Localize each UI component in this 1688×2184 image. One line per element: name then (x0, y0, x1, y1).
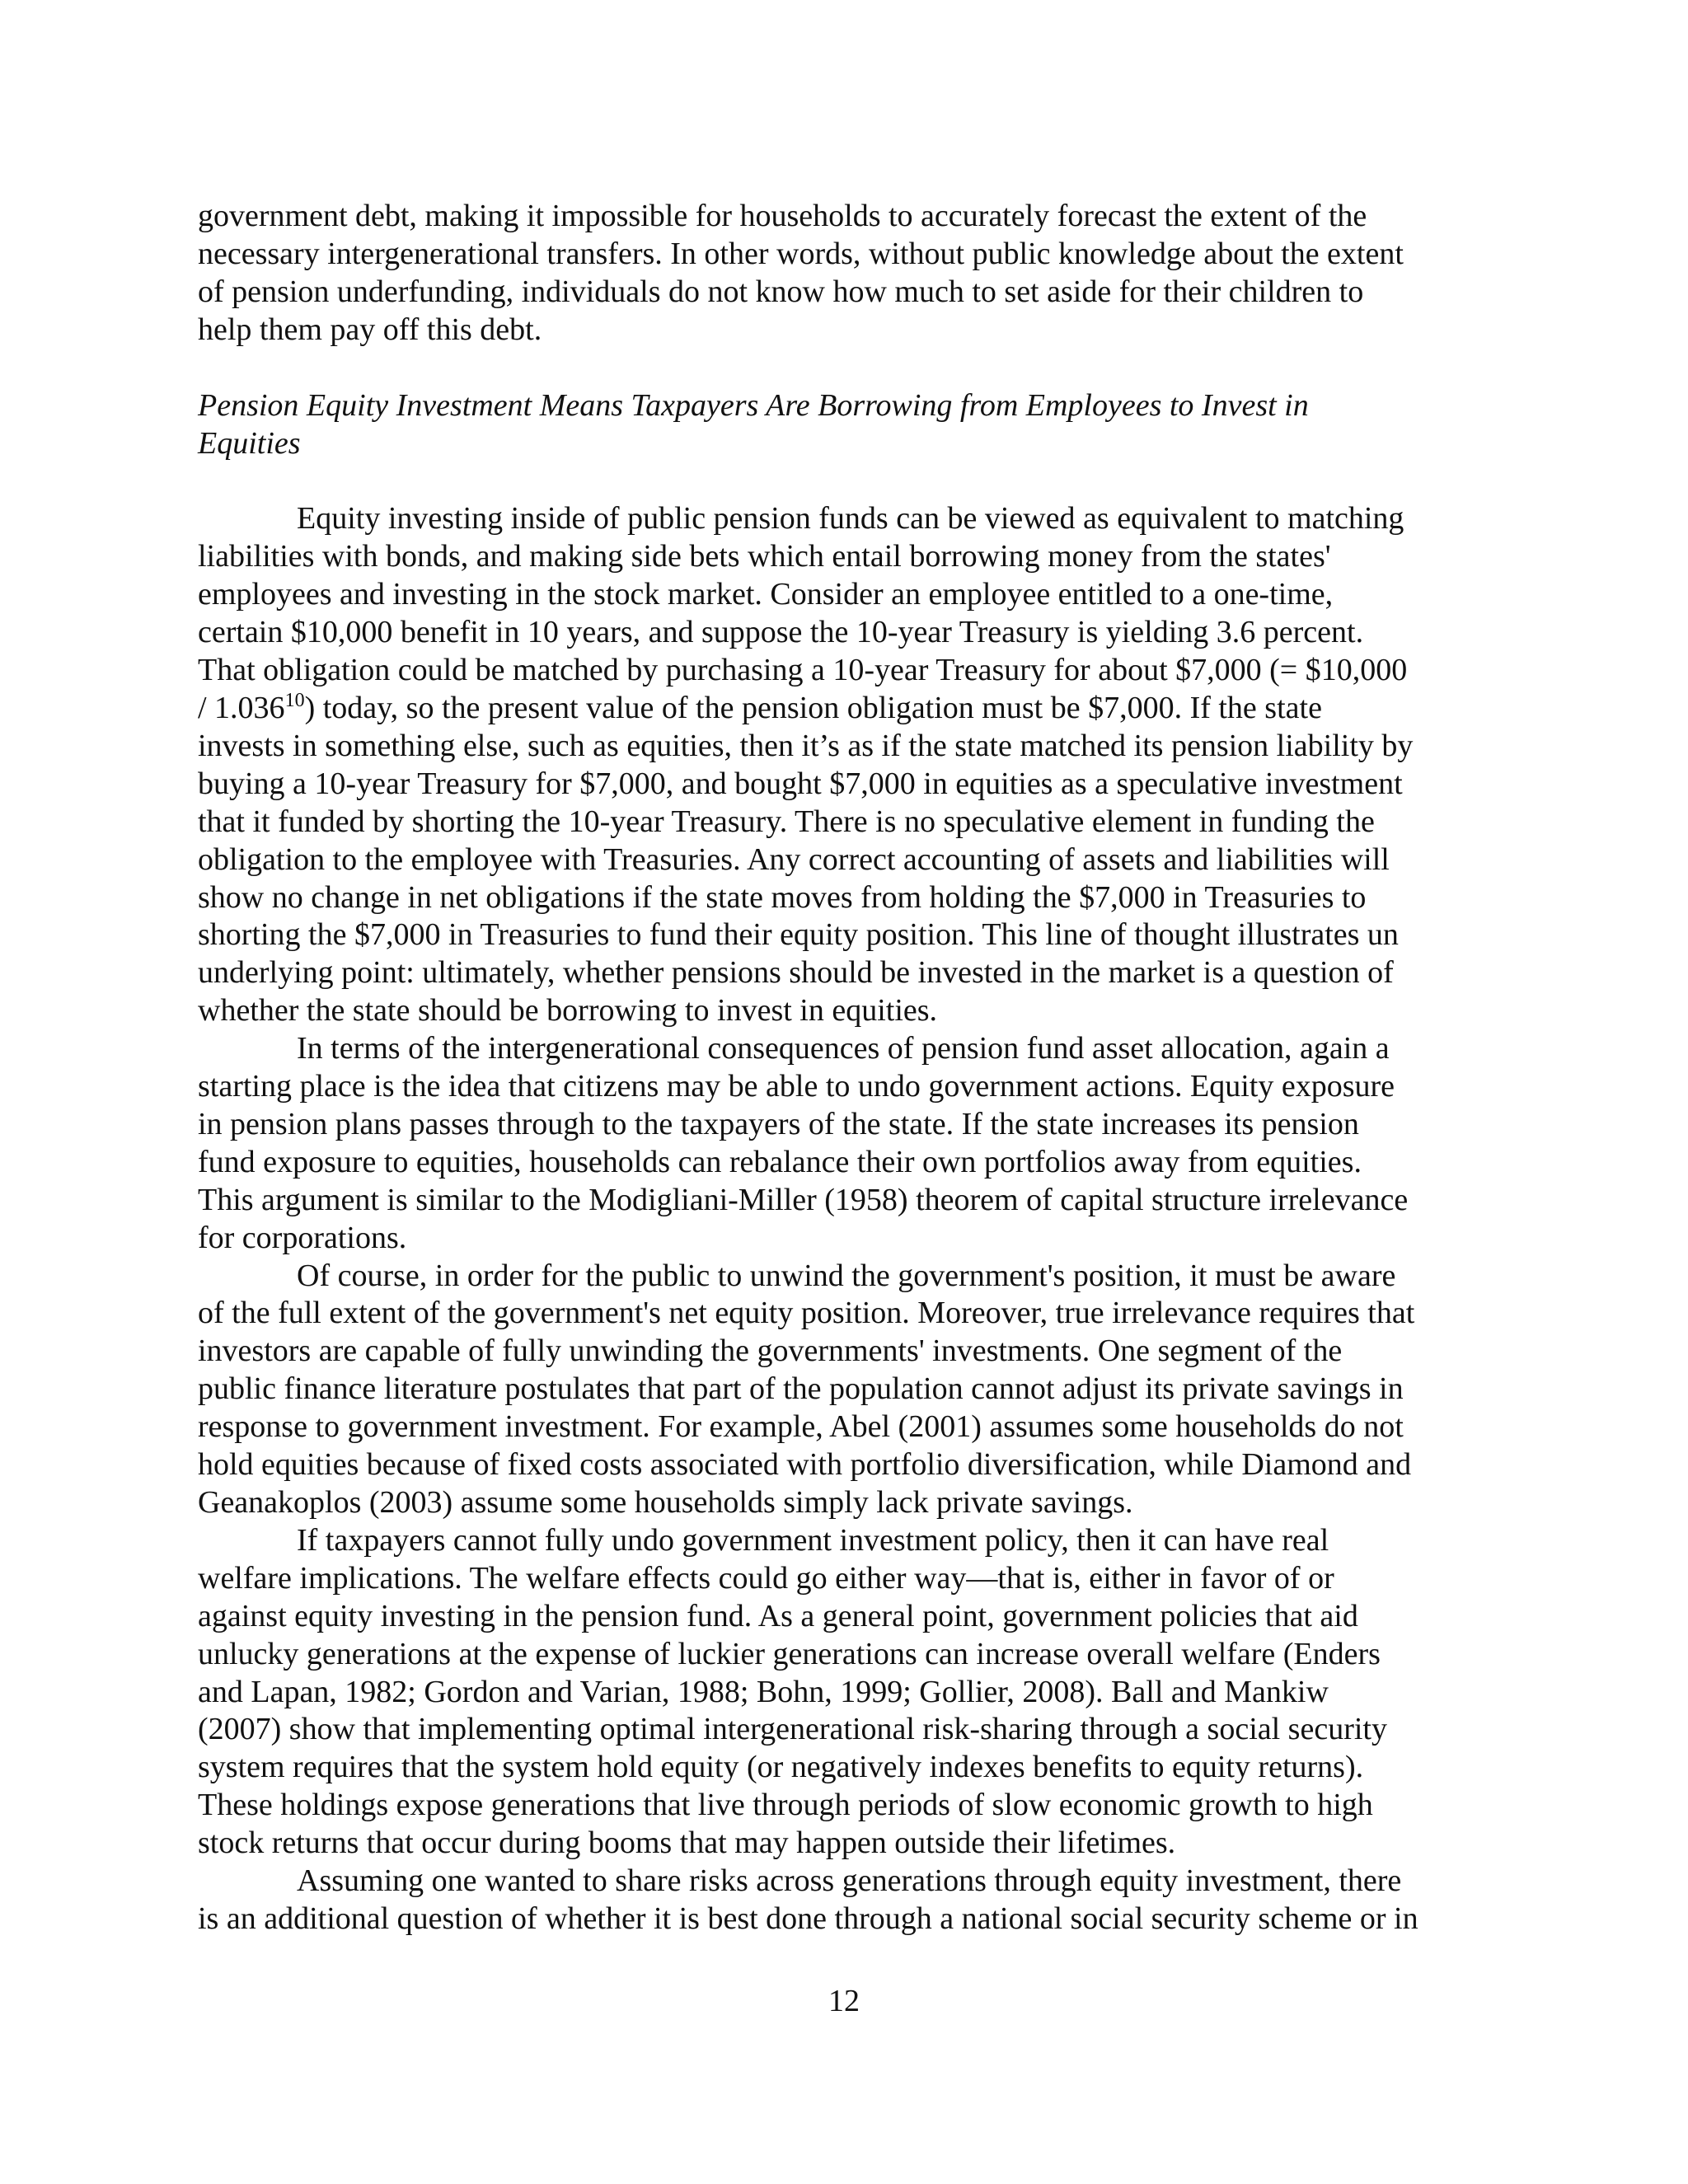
text-line: (2007) show that implementing optimal intergenerational risk-sharing through a social security (198, 1712, 1387, 1747)
text-line: of pension underfunding, individuals do not know how much to set aside for their children to (198, 274, 1364, 309)
heading-line: Pension Equity Investment Means Taxpayers Are Borrowing from Employees to Invest in (198, 387, 1309, 423)
paragraph-equity-investing (198, 500, 1500, 1030)
text-line: for corporations. (198, 1220, 407, 1255)
text-line: necessary intergenerational transfers. In other words, without public knowledge about the extent (198, 236, 1404, 271)
text-line: certain $10,000 benefit in 10 years, and suppose the 10-year Treasury is yielding 3.6 percent. (198, 615, 1364, 650)
text-line: response to government investment. For example, Abel (2001) assumes some households do not (198, 1409, 1404, 1445)
text-line: In terms of the intergenerational consequences of pension fund asset allocation, again a (297, 1031, 1390, 1066)
text-line: If taxpayers cannot fully undo government investment policy, then it can have real (297, 1522, 1329, 1558)
text-run: ) today, so the present value of the pension obligation must be $7,000. If the state (304, 690, 1322, 725)
text-line: shorting the $7,000 in Treasuries to fund their equity position. This line of thought illustrates un (198, 917, 1399, 953)
text-line: Equity investing inside of public pension funds can be viewed as equivalent to matching (297, 501, 1404, 537)
page-number: 12 (828, 1984, 860, 2018)
text-line: whether the state should be borrowing to invest in equities. (198, 993, 938, 1029)
paragraph-intergenerational (198, 1030, 1500, 1257)
text-line: Of course, in order for the public to unwind the government's position, it must be aware (297, 1258, 1396, 1293)
section-heading (198, 387, 1500, 463)
text-line: government debt, making it impossible for households to accurately forecast the extent of the (198, 199, 1367, 233)
text-line: stock returns that occur during booms that may happen outside their lifetimes. (198, 1825, 1176, 1861)
text-line: This argument is similar to the Modigliani-Miller (1958) theorem of capital structure irrelevance (198, 1182, 1409, 1217)
text-line: and Lapan, 1982; Gordon and Varian, 1988; Bohn, 1999; Gollier, 2008). Ball and Mankiw (198, 1674, 1329, 1709)
paragraph-risk-sharing (198, 1863, 1500, 1938)
text-line: unlucky generations at the expense of luckier generations can increase overall welfare (Enders (198, 1636, 1381, 1671)
page-body (198, 198, 1500, 1938)
text-line: is an additional question of whether it is best done through a national social security scheme or in (198, 1900, 1418, 1936)
text-line: buying a 10-year Treasury for $7,000, and bought $7,000 in equities as a speculative investment (198, 766, 1403, 801)
paragraph-welfare-implications (198, 1522, 1500, 1863)
text-line: public finance literature postulates that part of the population cannot adjust its private savings in (198, 1371, 1404, 1407)
text-line: welfare implications. The welfare effects could go either way—that is, either in favor of or (198, 1560, 1334, 1596)
text-line: obligation to the employee with Treasuries. Any correct accounting of assets and liabilities will (198, 841, 1390, 877)
text-line: system requires that the system hold equity (or negatively indexes benefits to equity returns). (198, 1750, 1364, 1785)
text-line: invests in something else, such as equities, then it’s as if the state matched its pension liability by (198, 728, 1414, 763)
text-line-with-exponent (198, 690, 1500, 728)
text-line: That obligation could be matched by purchasing a 10-year Treasury for about $7,000 (= $10,000 (198, 653, 1408, 688)
text-line: liabilities with bonds, and making side bets which entail borrowing money from the states' (198, 539, 1331, 574)
paragraph-gap (198, 462, 1500, 500)
text-line: of the full extent of the government's net equity position. Moreover, true irrelevance requires that (198, 1296, 1415, 1331)
text-line: employees and investing in the stock market. Consider an employee entitled to a one-time, (198, 577, 1334, 612)
text-line: against equity investing in the pension fund. As a general point, government policies that aid (198, 1598, 1358, 1633)
text-line: hold equities because of fixed costs associated with portfolio diversification, while Diamond and (198, 1447, 1412, 1483)
text-line: Assuming one wanted to share risks across generations through equity investment, there (297, 1863, 1402, 1899)
superscript-exponent: 10 (284, 689, 305, 711)
text-run: / 1.036 (198, 690, 285, 725)
paragraph-unwind-position (198, 1258, 1500, 1522)
text-line: Geanakoplos (2003) assume some households simply lack private savings. (198, 1485, 1133, 1520)
paragraph-gap (198, 349, 1500, 387)
text-line: show no change in net obligations if the state moves from holding the $7,000 in Treasuries to (198, 879, 1367, 915)
text-line: starting place is the idea that citizens may be able to undo government actions. Equity exposure (198, 1069, 1395, 1104)
heading-line: Equities (198, 425, 301, 461)
text-line: underlying point: ultimately, whether pensions should be invested in the market is a question of (198, 955, 1394, 991)
text-line: help them pay off this debt. (198, 312, 542, 347)
text-line: investors are capable of fully unwinding the governments' investments. One segment of the (198, 1333, 1343, 1369)
text-line: in pension plans passes through to the taxpayers of the state. If the state increases its pension (198, 1106, 1359, 1141)
text-line: that it funded by shorting the 10-year Treasury. There is no speculative element in funding the (198, 804, 1375, 839)
paragraph-continued (198, 198, 1500, 349)
text-line: These holdings expose generations that live through periods of slow economic growth to high (198, 1788, 1373, 1823)
text-line: fund exposure to equities, households can rebalance their own portfolios away from equities. (198, 1144, 1362, 1179)
